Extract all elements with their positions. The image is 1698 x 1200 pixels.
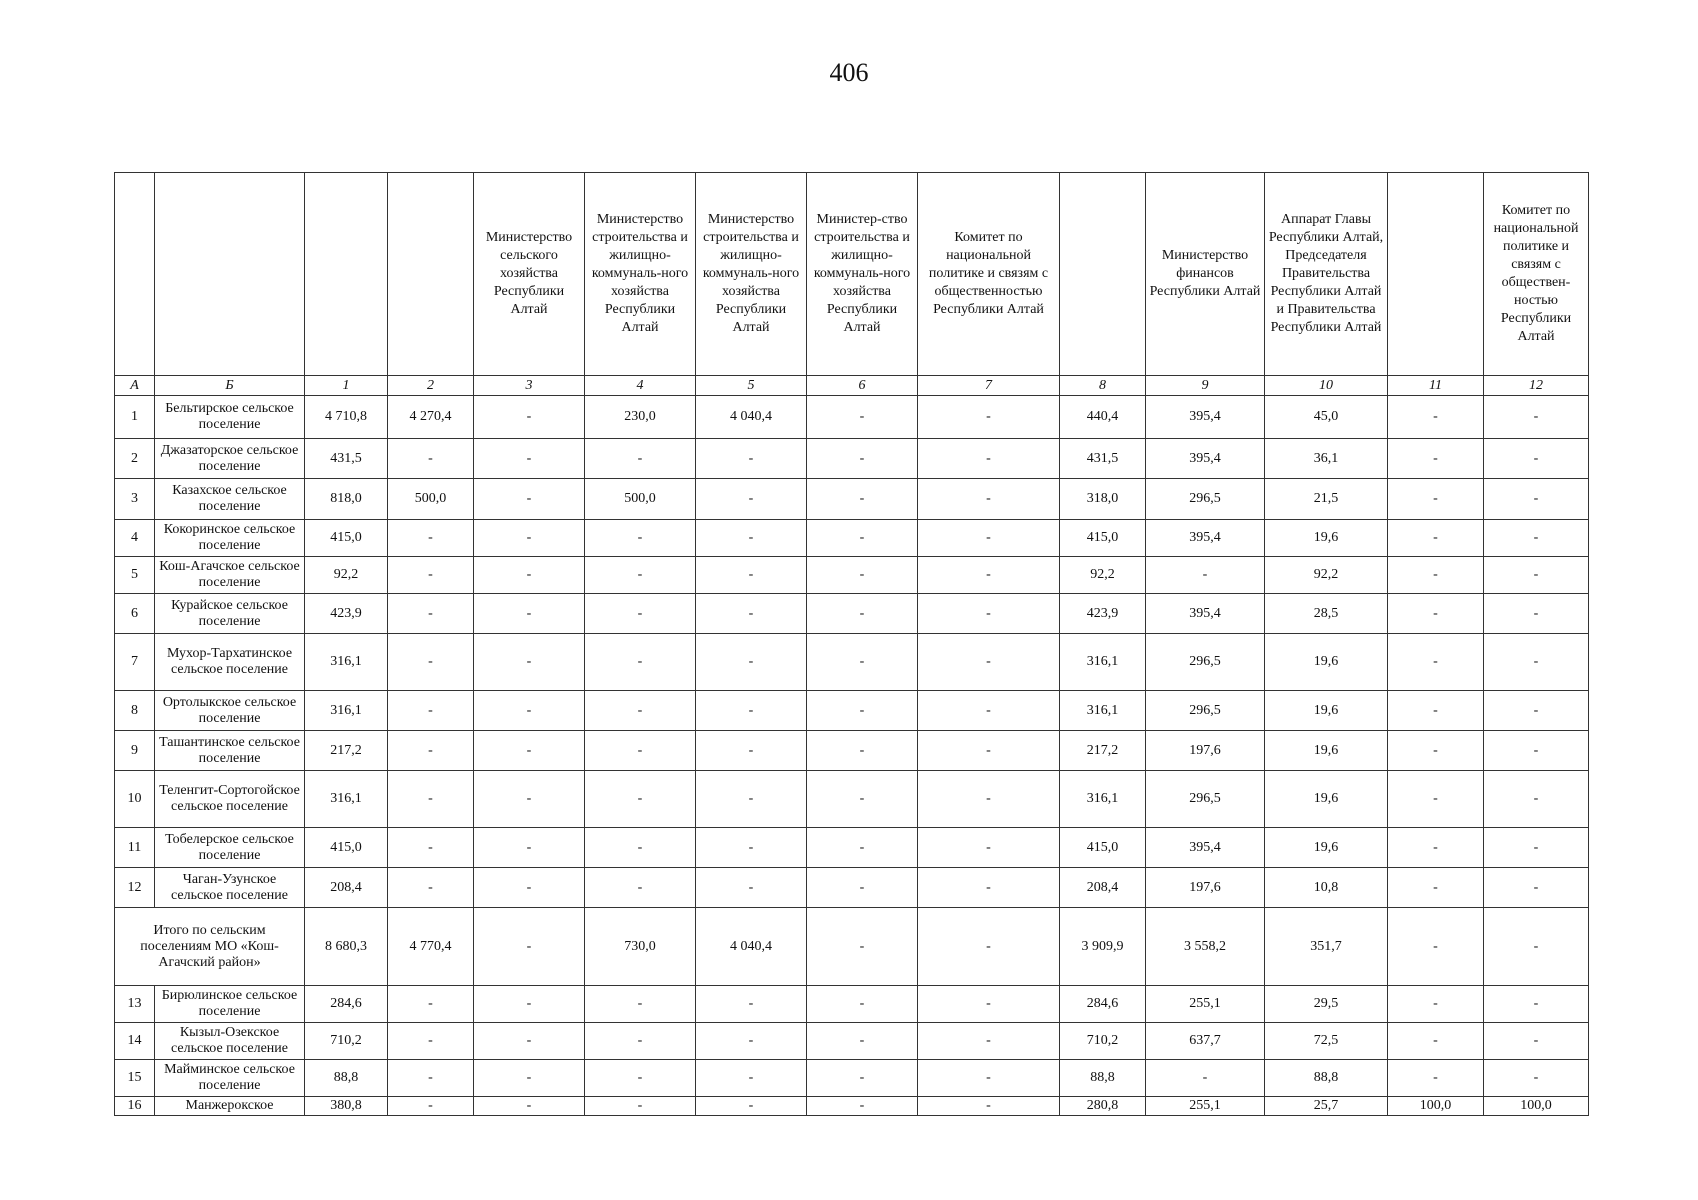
value-cell: - <box>474 557 585 594</box>
value-cell: - <box>388 594 474 634</box>
value-cell: - <box>918 1060 1060 1097</box>
value-cell: - <box>585 868 696 908</box>
value-cell: - <box>474 520 585 557</box>
column-number: 10 <box>1265 376 1388 396</box>
value-cell: 88,8 <box>1265 1060 1388 1097</box>
value-cell: - <box>388 868 474 908</box>
value-cell: - <box>807 439 918 479</box>
table-row <box>115 634 1589 691</box>
value-cell: - <box>918 868 1060 908</box>
column-number: 9 <box>1146 376 1265 396</box>
value-cell: - <box>696 439 807 479</box>
value-cell: - <box>1484 868 1589 908</box>
settlement-name: Чаган-Узунское сельское поселение <box>155 868 305 908</box>
row-number: 11 <box>115 828 155 868</box>
value-cell: 316,1 <box>1060 634 1146 691</box>
value-cell: - <box>696 1023 807 1060</box>
header-cell: Министерство сельского хозяйства Республики Алтай <box>474 173 585 376</box>
value-cell: - <box>1484 634 1589 691</box>
page-number: 406 <box>829 58 869 87</box>
total-value-cell: 8 680,3 <box>305 908 388 986</box>
value-cell: 88,8 <box>305 1060 388 1097</box>
value-cell: 380,8 <box>305 1097 388 1116</box>
value-cell: 710,2 <box>1060 1023 1146 1060</box>
total-value-cell: - <box>807 908 918 986</box>
value-cell: - <box>388 1097 474 1116</box>
table-row <box>115 1023 1589 1060</box>
value-cell: - <box>1388 828 1484 868</box>
row-number: 7 <box>115 634 155 691</box>
value-cell: - <box>585 520 696 557</box>
value-cell: - <box>585 828 696 868</box>
value-cell: - <box>474 1023 585 1060</box>
column-number: 8 <box>1060 376 1146 396</box>
header-cell: Комитет по национальной политике и связям с обществен-ностью Республики Алтай <box>1484 173 1589 376</box>
value-cell: - <box>388 771 474 828</box>
value-cell: - <box>807 594 918 634</box>
value-cell: 395,4 <box>1146 396 1265 439</box>
value-cell: 197,6 <box>1146 731 1265 771</box>
value-cell: - <box>918 1097 1060 1116</box>
value-cell: - <box>474 439 585 479</box>
column-number: 12 <box>1484 376 1589 396</box>
value-cell: - <box>585 731 696 771</box>
value-cell: - <box>1388 594 1484 634</box>
value-cell: - <box>474 771 585 828</box>
value-cell: - <box>585 634 696 691</box>
value-cell: - <box>388 1023 474 1060</box>
value-cell: - <box>918 439 1060 479</box>
table-row <box>115 439 1589 479</box>
value-cell: 431,5 <box>305 439 388 479</box>
header-cell: Комитет по национальной политике и связям с общественностью Республики Алтай <box>918 173 1060 376</box>
value-cell: - <box>388 1060 474 1097</box>
value-cell: - <box>1484 1060 1589 1097</box>
table-row <box>115 1060 1589 1097</box>
value-cell: - <box>1484 557 1589 594</box>
value-cell: - <box>807 986 918 1023</box>
settlement-name: Ташантинское сельское поселение <box>155 731 305 771</box>
column-number: 5 <box>696 376 807 396</box>
value-cell: 316,1 <box>1060 691 1146 731</box>
value-cell: - <box>1388 1023 1484 1060</box>
value-cell: - <box>1146 557 1265 594</box>
row-number: 5 <box>115 557 155 594</box>
value-cell: - <box>1484 439 1589 479</box>
value-cell: 19,6 <box>1265 634 1388 691</box>
value-cell: - <box>474 1060 585 1097</box>
table-row <box>115 771 1589 828</box>
settlement-name: Тобелерское сельское поселение <box>155 828 305 868</box>
value-cell: 316,1 <box>305 634 388 691</box>
value-cell: - <box>1388 771 1484 828</box>
value-cell: - <box>807 634 918 691</box>
settlement-name: Мухор-Тархатинское сельское поселение <box>155 634 305 691</box>
value-cell: 88,8 <box>1060 1060 1146 1097</box>
settlement-name: Майминское сельское поселение <box>155 1060 305 1097</box>
settlement-name: Казахское сельское поселение <box>155 479 305 520</box>
column-number: 2 <box>388 376 474 396</box>
header-cell <box>1388 173 1484 376</box>
value-cell: - <box>696 557 807 594</box>
value-cell: 500,0 <box>388 479 474 520</box>
row-number: 1 <box>115 396 155 439</box>
value-cell: - <box>1388 439 1484 479</box>
total-value-cell: 730,0 <box>585 908 696 986</box>
value-cell: - <box>1388 986 1484 1023</box>
value-cell: 10,8 <box>1265 868 1388 908</box>
value-cell: - <box>1388 634 1484 691</box>
value-cell: - <box>918 396 1060 439</box>
row-number: 16 <box>115 1097 155 1116</box>
value-cell: 100,0 <box>1388 1097 1484 1116</box>
value-cell: - <box>1484 731 1589 771</box>
value-cell: - <box>474 396 585 439</box>
value-cell: - <box>585 1097 696 1116</box>
total-value-cell: - <box>1484 908 1589 986</box>
value-cell: - <box>474 868 585 908</box>
value-cell: - <box>918 828 1060 868</box>
column-number: 4 <box>585 376 696 396</box>
row-number: 3 <box>115 479 155 520</box>
value-cell: - <box>474 1097 585 1116</box>
value-cell: 318,0 <box>1060 479 1146 520</box>
value-cell: - <box>807 868 918 908</box>
value-cell: - <box>1388 557 1484 594</box>
value-cell: - <box>1388 396 1484 439</box>
value-cell: - <box>388 439 474 479</box>
value-cell: - <box>585 557 696 594</box>
value-cell: - <box>474 594 585 634</box>
value-cell: - <box>1484 594 1589 634</box>
value-cell: 415,0 <box>1060 520 1146 557</box>
value-cell: - <box>1484 1023 1589 1060</box>
value-cell: 4 710,8 <box>305 396 388 439</box>
value-cell: - <box>918 634 1060 691</box>
value-cell: - <box>696 1060 807 1097</box>
value-cell: - <box>807 731 918 771</box>
value-cell: 637,7 <box>1146 1023 1265 1060</box>
value-cell: - <box>1388 1060 1484 1097</box>
settlement-name: Теленгит-Сортогойское сельское поселение <box>155 771 305 828</box>
header-cell: Министерство строительства и жилищно-коммуналь-ного хозяйства Республики Алтай <box>696 173 807 376</box>
column-number: 6 <box>807 376 918 396</box>
value-cell: - <box>807 1097 918 1116</box>
settlement-name: Курайское сельское поселение <box>155 594 305 634</box>
value-cell: - <box>585 594 696 634</box>
value-cell: - <box>918 771 1060 828</box>
value-cell: 710,2 <box>305 1023 388 1060</box>
value-cell: 284,6 <box>305 986 388 1023</box>
header-cell: Аппарат Главы Республики Алтай, Председателя Правительства Республики Алтай и Правительства Республики Алтай <box>1265 173 1388 376</box>
header-cell <box>155 173 305 376</box>
value-cell: - <box>388 557 474 594</box>
row-number: 2 <box>115 439 155 479</box>
value-cell: - <box>918 557 1060 594</box>
value-cell: 415,0 <box>1060 828 1146 868</box>
header-cell <box>115 173 155 376</box>
header-cell: Министер-ство строительства и жилищно-коммуналь-ного хозяйства Республики Алтай <box>807 173 918 376</box>
settlement-name: Кызыл-Озекское сельское поселение <box>155 1023 305 1060</box>
settlement-name: Бирюлинское сельское поселение <box>155 986 305 1023</box>
table-row <box>115 396 1589 439</box>
row-number: 8 <box>115 691 155 731</box>
settlement-name: Кош-Агачское сельское поселение <box>155 557 305 594</box>
value-cell: - <box>696 594 807 634</box>
value-cell: - <box>1388 731 1484 771</box>
value-cell: 92,2 <box>1265 557 1388 594</box>
value-cell: 316,1 <box>305 771 388 828</box>
value-cell: - <box>1388 479 1484 520</box>
total-value-cell: 4 040,4 <box>696 908 807 986</box>
value-cell: - <box>918 1023 1060 1060</box>
value-cell: - <box>474 731 585 771</box>
value-cell: 296,5 <box>1146 634 1265 691</box>
value-cell: - <box>1484 986 1589 1023</box>
value-cell: 217,2 <box>1060 731 1146 771</box>
value-cell: 19,6 <box>1265 731 1388 771</box>
value-cell: 230,0 <box>585 396 696 439</box>
value-cell: 395,4 <box>1146 828 1265 868</box>
value-cell: 500,0 <box>585 479 696 520</box>
value-cell: - <box>807 828 918 868</box>
value-cell: - <box>474 986 585 1023</box>
column-number: 11 <box>1388 376 1484 396</box>
value-cell: 45,0 <box>1265 396 1388 439</box>
header-cell: Министерство строительства и жилищно-коммуналь-ного хозяйства Республики Алтай <box>585 173 696 376</box>
table-row <box>115 520 1589 557</box>
settlement-name: Джазаторское сельское поселение <box>155 439 305 479</box>
value-cell: - <box>918 520 1060 557</box>
settlement-name: Манжерокское <box>155 1097 305 1116</box>
table-row <box>115 731 1589 771</box>
value-cell: - <box>696 731 807 771</box>
value-cell: - <box>918 731 1060 771</box>
table-row <box>115 557 1589 594</box>
value-cell: 316,1 <box>305 691 388 731</box>
value-cell: 4 270,4 <box>388 396 474 439</box>
table-row <box>115 691 1589 731</box>
value-cell: 21,5 <box>1265 479 1388 520</box>
table-row <box>115 986 1589 1023</box>
value-cell: - <box>696 868 807 908</box>
row-number: 14 <box>115 1023 155 1060</box>
value-cell: 255,1 <box>1146 986 1265 1023</box>
value-cell: 28,5 <box>1265 594 1388 634</box>
value-cell: - <box>918 479 1060 520</box>
value-cell: 296,5 <box>1146 691 1265 731</box>
value-cell: - <box>1388 691 1484 731</box>
value-cell: 19,6 <box>1265 691 1388 731</box>
value-cell: - <box>1484 479 1589 520</box>
value-cell: 29,5 <box>1265 986 1388 1023</box>
value-cell: 423,9 <box>1060 594 1146 634</box>
total-value-cell: 3 558,2 <box>1146 908 1265 986</box>
value-cell: 208,4 <box>1060 868 1146 908</box>
value-cell: 284,6 <box>1060 986 1146 1023</box>
total-value-cell: 3 909,9 <box>1060 908 1146 986</box>
table-row <box>115 828 1589 868</box>
value-cell: - <box>585 986 696 1023</box>
value-cell: - <box>585 439 696 479</box>
value-cell: - <box>388 731 474 771</box>
value-cell: - <box>1388 520 1484 557</box>
column-number-row <box>115 376 1589 396</box>
value-cell: 395,4 <box>1146 520 1265 557</box>
value-cell: - <box>918 691 1060 731</box>
row-number: 15 <box>115 1060 155 1097</box>
row-number: 4 <box>115 520 155 557</box>
value-cell: - <box>696 771 807 828</box>
value-cell: - <box>696 634 807 691</box>
value-cell: - <box>388 828 474 868</box>
header-cell: Министерство финансов Республики Алтай <box>1146 173 1265 376</box>
value-cell: - <box>807 1023 918 1060</box>
table-row <box>115 479 1589 520</box>
value-cell: 36,1 <box>1265 439 1388 479</box>
value-cell: 92,2 <box>305 557 388 594</box>
column-number: 1 <box>305 376 388 396</box>
value-cell: - <box>585 771 696 828</box>
total-value-cell: 4 770,4 <box>388 908 474 986</box>
value-cell: 395,4 <box>1146 594 1265 634</box>
value-cell: 440,4 <box>1060 396 1146 439</box>
value-cell: 818,0 <box>305 479 388 520</box>
settlement-name: Бельтирское сельское поселение <box>155 396 305 439</box>
value-cell: 217,2 <box>305 731 388 771</box>
value-cell: - <box>807 771 918 828</box>
header-row <box>115 173 1589 376</box>
value-cell: - <box>388 986 474 1023</box>
value-cell: - <box>807 557 918 594</box>
value-cell: - <box>696 479 807 520</box>
value-cell: - <box>696 520 807 557</box>
value-cell: - <box>1484 828 1589 868</box>
table-row <box>115 594 1589 634</box>
value-cell: - <box>388 520 474 557</box>
value-cell: - <box>388 691 474 731</box>
row-number: 12 <box>115 868 155 908</box>
table-row <box>115 1097 1589 1116</box>
total-label: Итого по сельским поселениям МО «Кош-Агачский район» <box>115 908 305 986</box>
value-cell: 197,6 <box>1146 868 1265 908</box>
value-cell: - <box>807 396 918 439</box>
value-cell: 92,2 <box>1060 557 1146 594</box>
value-cell: 72,5 <box>1265 1023 1388 1060</box>
value-cell: - <box>1484 771 1589 828</box>
value-cell: - <box>696 986 807 1023</box>
value-cell: - <box>696 691 807 731</box>
row-number: 6 <box>115 594 155 634</box>
row-number: 10 <box>115 771 155 828</box>
header-cell <box>388 173 474 376</box>
header-cell <box>305 173 388 376</box>
value-cell: - <box>474 691 585 731</box>
value-cell: - <box>585 691 696 731</box>
value-cell: 296,5 <box>1146 771 1265 828</box>
value-cell: - <box>918 594 1060 634</box>
column-number: 7 <box>918 376 1060 396</box>
value-cell: - <box>1388 868 1484 908</box>
value-cell: - <box>807 1060 918 1097</box>
value-cell: - <box>585 1023 696 1060</box>
value-cell: 100,0 <box>1484 1097 1589 1116</box>
value-cell: - <box>474 479 585 520</box>
value-cell: 19,6 <box>1265 771 1388 828</box>
column-number: А <box>115 376 155 396</box>
table-body <box>115 396 1589 1116</box>
total-row <box>115 908 1589 986</box>
value-cell: - <box>696 1097 807 1116</box>
value-cell: 280,8 <box>1060 1097 1146 1116</box>
header-cell <box>1060 173 1146 376</box>
total-value-cell: - <box>1388 908 1484 986</box>
total-value-cell: - <box>918 908 1060 986</box>
row-number: 13 <box>115 986 155 1023</box>
total-value-cell: - <box>474 908 585 986</box>
value-cell: 19,6 <box>1265 828 1388 868</box>
column-number: Б <box>155 376 305 396</box>
value-cell: 316,1 <box>1060 771 1146 828</box>
value-cell: - <box>1484 691 1589 731</box>
value-cell: 255,1 <box>1146 1097 1265 1116</box>
budget-table <box>114 172 1589 1116</box>
value-cell: - <box>696 828 807 868</box>
value-cell: 395,4 <box>1146 439 1265 479</box>
value-cell: 19,6 <box>1265 520 1388 557</box>
value-cell: - <box>585 1060 696 1097</box>
value-cell: - <box>474 828 585 868</box>
value-cell: 423,9 <box>305 594 388 634</box>
column-number: 3 <box>474 376 585 396</box>
table-row <box>115 868 1589 908</box>
value-cell: - <box>1484 396 1589 439</box>
value-cell: 25,7 <box>1265 1097 1388 1116</box>
total-value-cell: 351,7 <box>1265 908 1388 986</box>
value-cell: - <box>474 634 585 691</box>
value-cell: - <box>918 986 1060 1023</box>
value-cell: - <box>807 691 918 731</box>
value-cell: 4 040,4 <box>696 396 807 439</box>
value-cell: 296,5 <box>1146 479 1265 520</box>
value-cell: 415,0 <box>305 520 388 557</box>
settlement-name: Кокоринское сельское поселение <box>155 520 305 557</box>
value-cell: 431,5 <box>1060 439 1146 479</box>
value-cell: 208,4 <box>305 868 388 908</box>
value-cell: - <box>1146 1060 1265 1097</box>
row-number: 9 <box>115 731 155 771</box>
settlement-name: Ортолыкское сельское поселение <box>155 691 305 731</box>
value-cell: - <box>1484 520 1589 557</box>
value-cell: 415,0 <box>305 828 388 868</box>
value-cell: - <box>807 479 918 520</box>
value-cell: - <box>388 634 474 691</box>
value-cell: - <box>807 520 918 557</box>
